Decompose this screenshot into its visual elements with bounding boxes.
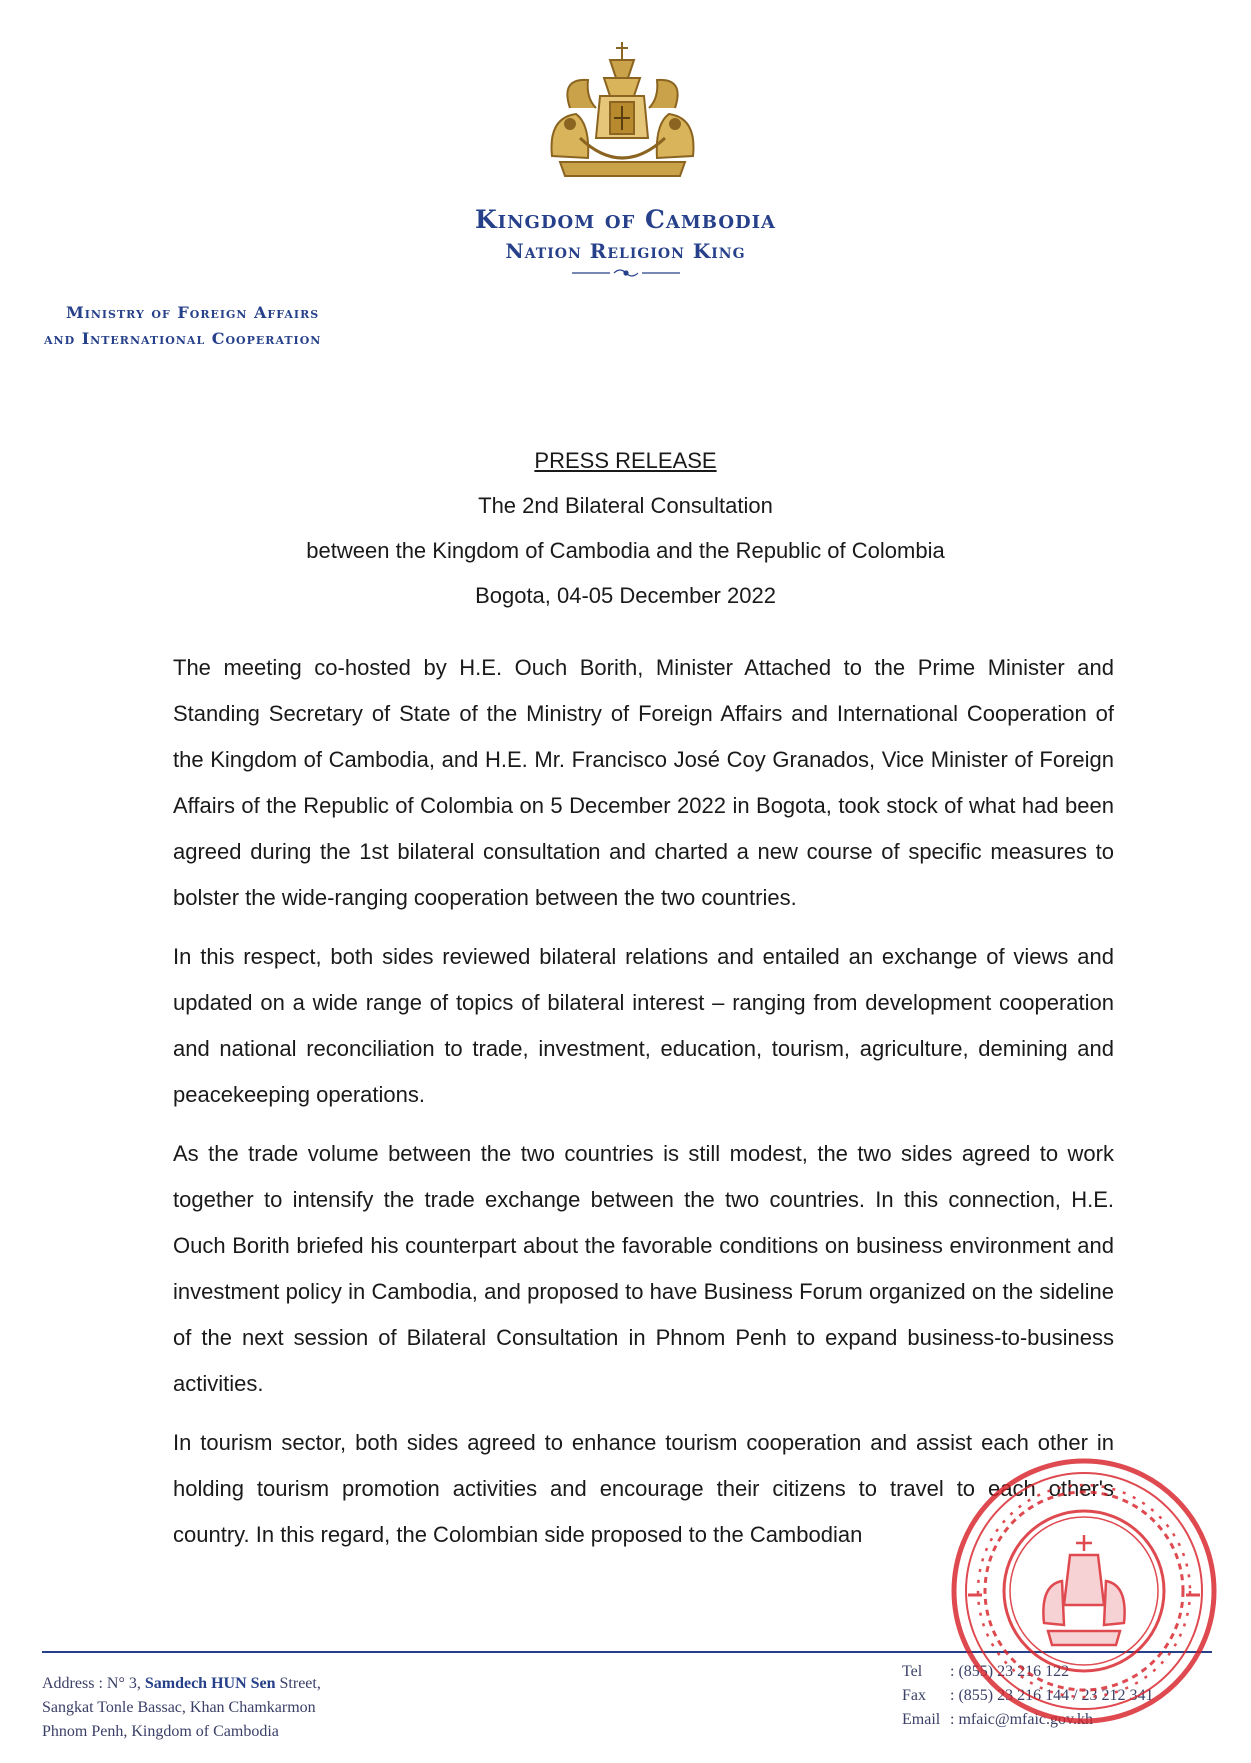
official-seal-icon [948,1455,1220,1727]
ministry-name [44,300,444,352]
title-line1: The 2nd Bilateral Consultation [478,493,773,518]
address-line1 [42,1672,321,1696]
decorative-flourish-icon [570,267,682,279]
paragraph-3: As the trade volume between the two countries is still modest, the two sides agreed to work together to intensify the trade exchange between the two countries. In this connection, H.E. Ouch Borith briefed his counterpart about the favorable conditions on business environment and investment policy in Cambodia, and proposed to have Business Forum organized on the sideline of the next session of Bilateral Consultation in Phnom Penh to expand business-to-business activities. [173,1141,1114,1396]
royal-coat-of-arms-icon [530,38,715,188]
title-line2: between the Kingdom of Cambodia and the Republic of Colombia [306,538,945,563]
paragraph-2: In this respect, both sides reviewed bilateral relations and entailed an exchange of views and updated on a wide range of topics of bilateral interest – ranging from development cooperation and national reconciliation to trade, investment, education, tourism, agriculture, demining and peacekeeping operations. [173,944,1114,1107]
ministry-line1: Ministry of Foreign Affairs [66,303,320,322]
tel-label: Tel [902,1663,923,1680]
place-date: Bogota, 04-05 December 2022 [475,583,776,608]
paragraph-1: The meeting co-hosted by H.E. Ouch Borith, Minister Attached to the Prime Minister and Standing Secretary of State of the Ministry of Foreign Affairs and International Cooperation of the Kingdom of Cambodia, and H.E. Mr. Francisco José Coy Granados, Vice Minister of Foreign Affairs of the Republic of Colombia on 5 December 2022 in Bogota, took stock of what had been agreed during the 1st bilateral consultation and charted a new course of specific measures to bolster the wide-ranging cooperation between the two countries. [173,655,1114,910]
fax-label: Fax [902,1687,926,1704]
press-release-body [173,645,1114,1571]
address-line2: Sangkat Tonle Bassac, Khan Chamkarmon [42,1699,316,1716]
address-suffix: Street, [275,1675,321,1692]
kingdom-title: Kingdom of Cambodia [474,205,777,234]
address-prefix: Address : N° 3, [42,1675,145,1692]
ministry-line2: and International Cooperation [44,329,322,348]
press-release-label: PRESS RELEASE [534,448,717,473]
footer-address [42,1672,321,1744]
address-street: Samdech HUN Sen [144,1675,276,1692]
tel-value: : (855) 23 216 122 [950,1663,1070,1680]
national-motto: Nation Religion King [505,239,746,263]
email-value: : mfaic@mfaic.gov.kh [950,1711,1093,1728]
address-line3: Phnom Penh, Kingdom of Cambodia [42,1723,279,1740]
paragraph-4: In tourism sector, both sides agreed to enhance tourism cooperation and assist each other in holding tourism promotion activities and encourage their citizens to travel to each other's country. In this regard, the Colombian side proposed to the Cambodian [173,1430,1114,1547]
email-label: Email [902,1711,941,1728]
press-release-heading [0,438,1251,618]
fax-value: : (855) 23 216 144 / 23 212 341 [950,1687,1154,1704]
